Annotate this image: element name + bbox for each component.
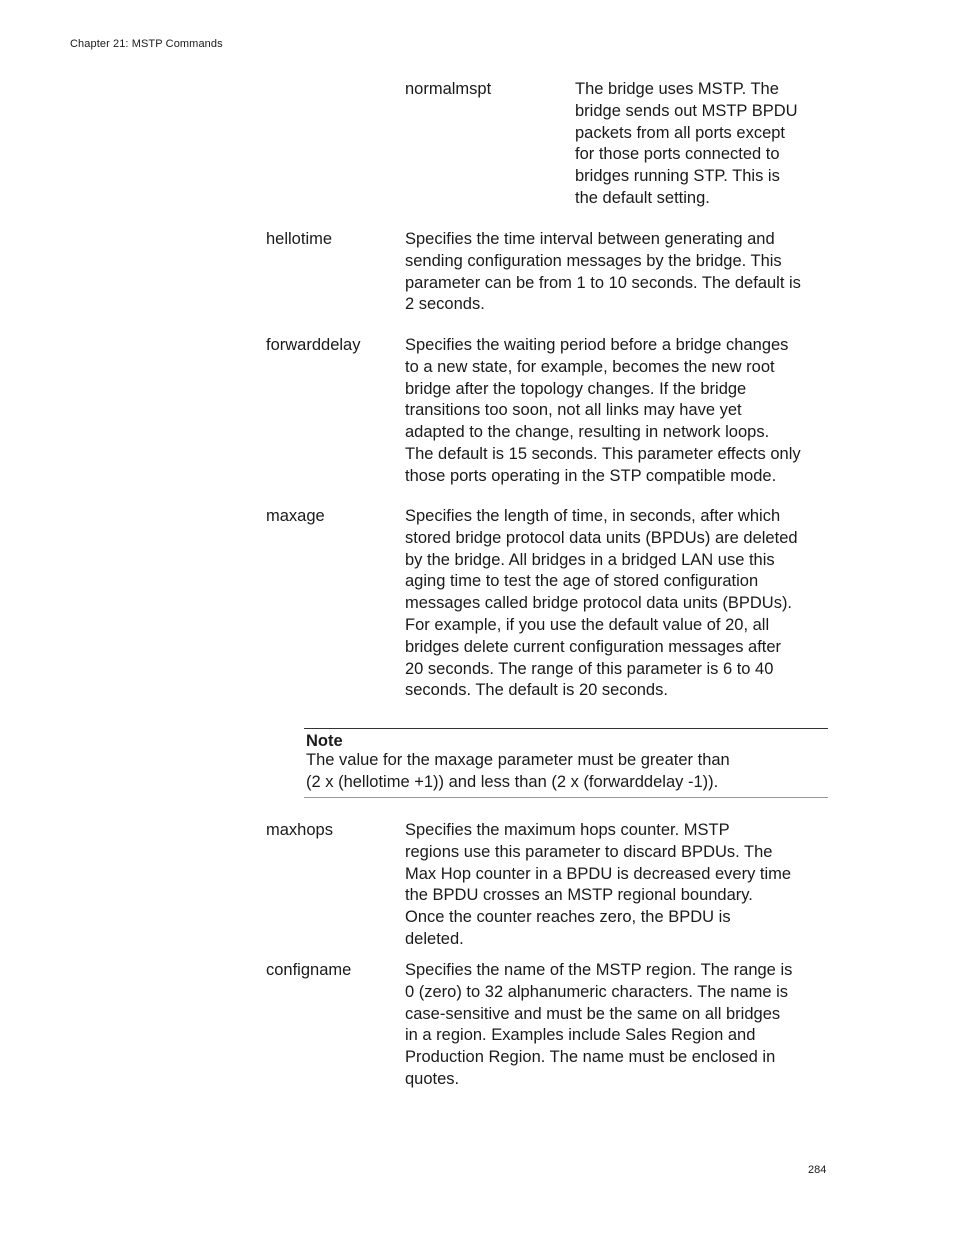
term-maxhops: maxhops [266,821,333,839]
description-line: Max Hop counter in a BPDU is decreased every time [405,864,792,883]
description-maxage [405,506,798,702]
description-line: bridge after the topology changes. If the bridge [405,379,747,398]
description-line: transitions too soon, not all links may have yet [405,401,742,420]
description-line: bridges running STP. This is [575,167,780,186]
description-line: The default is 15 seconds. This parameter effects only [405,444,801,463]
page-number: 284 [808,1164,827,1176]
description-line: For example, if you use the default value of 20, all [405,615,770,634]
description-line: Specifies the name of the MSTP region. The range is [405,961,793,979]
note-body [306,750,730,794]
description-line: 0 (zero) to 32 alphanumeric characters. The name is [405,982,789,1001]
description-line: Specifies the time interval between generating and [405,230,775,248]
note-line: The value for the maxage parameter must be greater than [306,751,730,769]
description-line: bridge sends out MSTP BPDU [575,101,798,120]
description-line: the default setting. [575,188,710,207]
note-bottom-rule [304,797,828,798]
description-line: Production Region. The name must be enclosed in [405,1048,776,1067]
description-line: packets from all ports except [575,123,786,142]
description-line: Specifies the length of time, in seconds, after which [405,507,781,525]
description-line: case-sensitive and must be the same on all bridges [405,1004,781,1023]
description-line: to a new state, for example, becomes the new root [405,357,775,376]
note-title: Note [306,732,343,750]
description-line: The bridge uses MSTP. The [575,80,779,98]
description-maxhops [405,820,791,951]
term-maxage: maxage [266,507,325,525]
description-line: 20 seconds. The range of this parameter is 6 to 40 [405,659,774,678]
description-line: Once the counter reaches zero, the BPDU is [405,908,731,927]
description-line: deleted. [405,929,464,948]
description-line: for those ports connected to [575,145,780,164]
description-line: adapted to the change, resulting in network loops. [405,423,770,442]
description-line: aging time to test the age of stored configuration [405,572,759,591]
description-line: parameter can be from 1 to 10 seconds. The default is [405,273,801,292]
description-line: 2 seconds. [405,295,485,314]
description-line: by the bridge. All bridges in a bridged LAN use this [405,550,775,569]
description-line: those ports operating in the STP compatible mode. [405,466,777,485]
term-configname: configname [266,961,352,979]
description-forwarddelay [405,335,801,488]
description-hellotime [405,229,801,316]
description-configname [405,960,792,1091]
running-header: Chapter 21: MSTP Commands [70,38,223,50]
description-line: stored bridge protocol data units (BPDUs) are deleted [405,528,798,547]
note-top-rule [304,728,828,729]
description-line: quotes. [405,1069,460,1088]
description-normalmspt [575,79,798,210]
description-line: in a region. Examples include Sales Region and [405,1026,756,1045]
note-line: (2 x (hellotime +1)) and less than (2 x (forwarddelay -1)). [306,772,719,791]
description-line: Specifies the maximum hops counter. MSTP [405,821,730,839]
term-normalmspt: normalmspt [405,80,492,98]
description-line: seconds. The default is 20 seconds. [405,681,668,700]
term-hellotime: hellotime [266,230,333,248]
description-line: bridges delete current configuration messages after [405,637,782,656]
term-forwarddelay: forwarddelay [266,336,361,354]
description-line: Specifies the waiting period before a bridge changes [405,336,789,354]
description-line: regions use this parameter to discard BPDUs. The [405,842,773,861]
description-line: messages called bridge protocol data units (BPDUs). [405,594,793,613]
description-line: the BPDU crosses an MSTP regional boundary. [405,886,753,905]
description-line: sending configuration messages by the bridge. This [405,251,782,270]
